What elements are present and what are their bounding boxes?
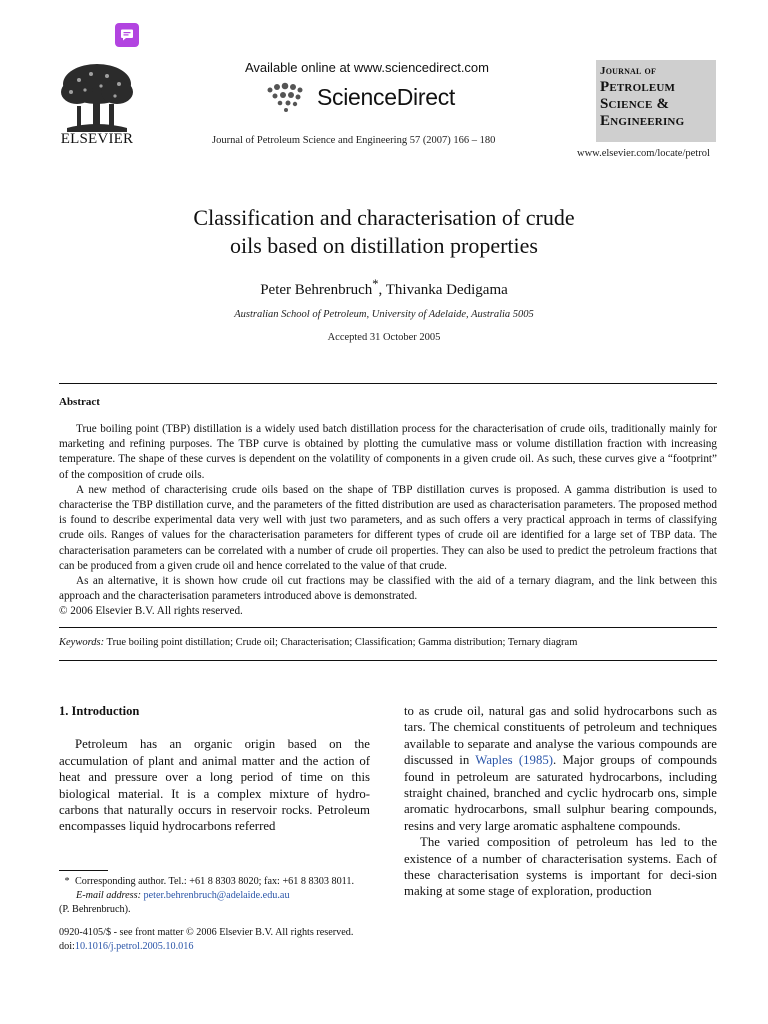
email-link[interactable]: peter.behrenbruch@adelaide.edu.au xyxy=(143,890,290,901)
accepted-date: Accepted 31 October 2005 xyxy=(327,332,441,343)
right-column xyxy=(404,703,717,900)
abstract-paragraph: True boiling point (TBP) distillation is a widely used batch distillation process for the characterisation of crude oils, traditionally mainly for marketing and refining purposes. The TBP curve is obtained by plotting the cumulative mass or volume distillation fraction with increasing temperature. The shape of these curves is dependent on the volatility of components in a given crude oil. As such, these curves give a “footprint” of the composition of crude oils. xyxy=(59,423,717,481)
text-span: . Major groups of compounds found in petroleum are saturated hydrocarbons, including straight chained, branched and cyclic hydrocarb ons, simple aromatic hydrocarbons, small sulphur bearing compounds, resins and very large aromatic asphaltene compounds. xyxy=(404,753,717,833)
journal-citation: Journal of Petroleum Science and Engineering 57 (2007) 166 – 180 xyxy=(212,135,496,146)
author-2[interactable]: Thivanka Dedigama xyxy=(385,282,508,298)
footnote-star: * xyxy=(64,876,70,887)
abstract-heading: Abstract xyxy=(59,396,100,408)
keywords-top-divider xyxy=(59,627,717,628)
abstract-paragraph: A new method of characterising crude oils based on the shape of TBP distillation curves is proposed. A gamma distribution is used to characterise the TBP distillation curve, and the parameters of the fitted distribution are used as characterisation parameters. The proposed method is found to describe experimental data very well with just two parameters, and as such offers a very practical approach in terms of classifying crude oils. Ranges of values for the characterisation parameters for different types of crude oil are identified for a large set of TBP data. The characterisation parameters can be correlated with a number of crude oil properties. They can also be used to predict the petroleum fractions that can be produced from a given crude oil and hence correlated to the value of that crude. xyxy=(59,483,717,572)
doi-line xyxy=(59,940,419,954)
cover-line-1: Journal of xyxy=(600,65,657,77)
corresponding-mark[interactable]: * xyxy=(372,277,379,291)
text-span: to as crude oil, natural gas and solid hydrocarbons such as tars. The chemical constituents of petroleum and techniques available to separate and analyse the various compounds are discussed in xyxy=(404,704,717,768)
authors xyxy=(84,277,684,299)
section-heading: 1. Introduction xyxy=(59,704,140,718)
cover-line-3: Science & xyxy=(600,96,670,113)
title-line-2: oils based on distillation properties xyxy=(230,233,538,258)
intro-paragraph: Petroleum has an organic origin based on the accumulation of plant and animal matter and the action of heat and pressure over a long period of time on this biological material. It is a complex mixture of hydro-carbons that naturally occurs in reservoir rocks. Petroleum encompasses liquid hydrocarbons referred xyxy=(59,737,370,834)
abstract-body xyxy=(59,422,717,620)
keywords-label: Keywords: xyxy=(59,637,105,648)
keywords-text: True boiling point distillation; Crude oil; Characterisation; Classification; Gamma distribution; Ternary diagram xyxy=(106,637,578,648)
intro-paragraph: The varied composition of petroleum has led to the existence of a number of characterisation systems. Each of these characterisation systems is important for deci-sion making at some stage of exploration, production xyxy=(404,835,717,899)
copyright: © 2006 Elsevier B.V. All rights reserved. xyxy=(59,605,243,618)
chat-bubble-glyph xyxy=(120,28,134,42)
issn-line: 0920-4105/$ - see front matter © 2006 Elsevier B.V. All rights reserved. xyxy=(59,927,354,938)
available-online-text: Available online at www.sciencedirect.com xyxy=(245,60,489,75)
doi-label: doi: xyxy=(59,941,75,952)
cover-line-2: Petroleum xyxy=(600,78,676,95)
chat-icon[interactable] xyxy=(115,23,139,47)
keywords xyxy=(59,637,717,648)
footnote xyxy=(59,875,379,917)
author-separator: , xyxy=(378,282,386,298)
journal-cover-title xyxy=(600,64,716,131)
citation-link-waples[interactable]: Waples (1985) xyxy=(475,753,553,768)
corresponding-text: Corresponding author. Tel.: +61 8 8303 8020; fax: +61 8 8303 8011. xyxy=(75,876,355,887)
email-label: E-mail address: xyxy=(76,890,141,901)
footnote-divider xyxy=(59,870,108,871)
title-line-1: Classification and characterisation of crude xyxy=(193,205,575,230)
journal-url: www.elsevier.com/locate/petrol xyxy=(577,148,710,159)
front-matter xyxy=(59,926,419,954)
article-title xyxy=(84,204,684,260)
corresponding-note xyxy=(59,875,379,889)
left-column xyxy=(59,703,370,835)
affiliation: Australian School of Petroleum, University of Adelaide, Australia 5005 xyxy=(234,309,534,320)
sciencedirect-wordmark: ScienceDirect xyxy=(317,84,455,110)
email-line xyxy=(59,889,379,903)
doi-link[interactable]: 10.1016/j.petrol.2005.10.016 xyxy=(74,941,194,952)
intro-paragraph-continued xyxy=(404,703,717,834)
author-abbrev: (P. Behrenbruch). xyxy=(59,904,131,915)
keywords-bottom-divider xyxy=(59,660,717,661)
top-divider xyxy=(59,383,717,384)
cover-line-4: Engineering xyxy=(600,113,685,130)
author-1[interactable]: Peter Behrenbruch xyxy=(260,282,373,298)
abstract-paragraph: As an alternative, it is shown how crude oil cut fractions may be classified with the aid of a ternary diagram, and the link between this approach and the characterisation parameters introduced above is demonstrated. xyxy=(59,575,717,603)
publisher-name: ELSEVIER xyxy=(60,131,134,147)
